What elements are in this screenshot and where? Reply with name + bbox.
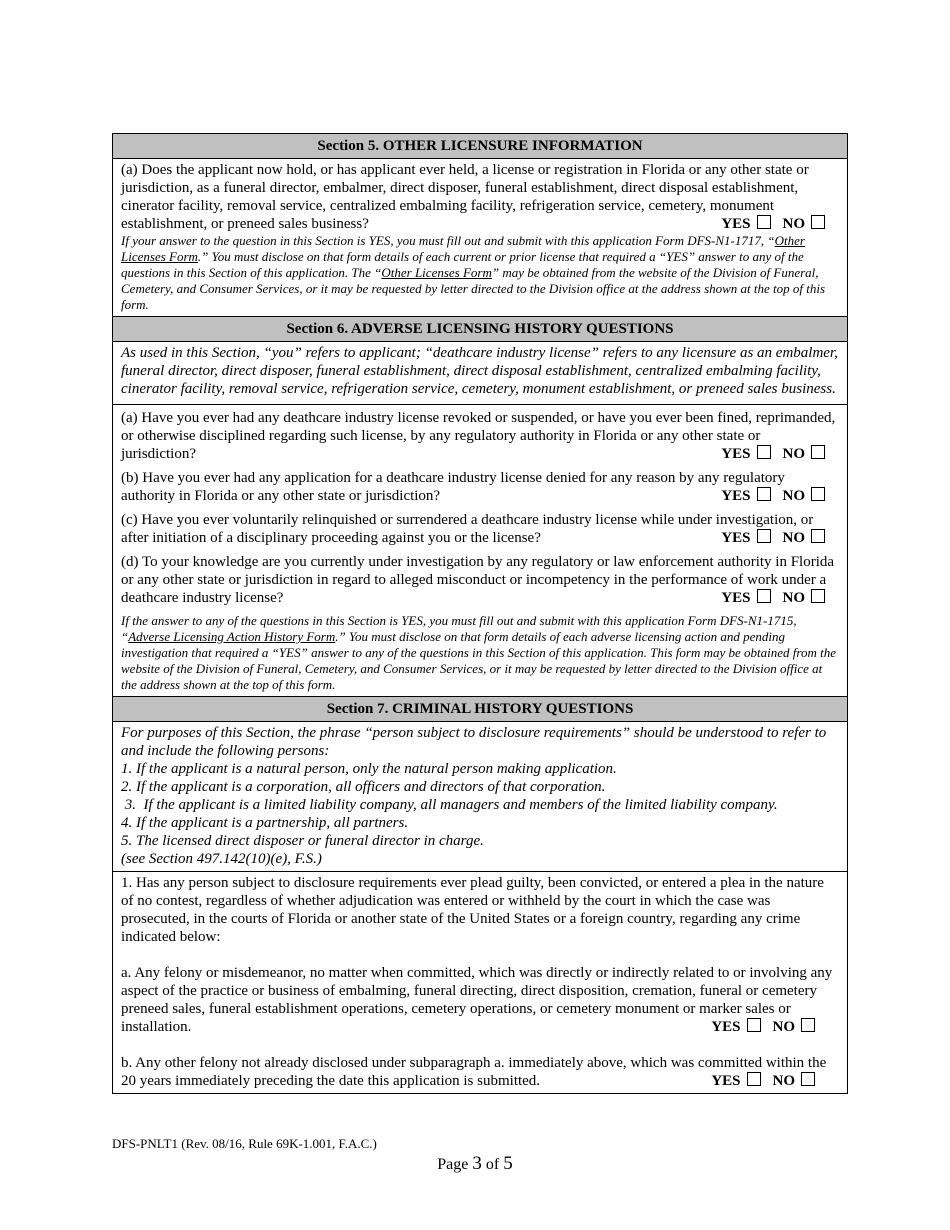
no-checkbox[interactable]: [811, 589, 825, 603]
section-7-1a-yes-no: [711, 1018, 815, 1036]
section-7-header: Section 7. CRIMINAL HISTORY QUESTIONS: [113, 697, 847, 722]
form-identifier: DFS-PNLT1 (Rev. 08/16, Rule 69K-1.001, F.A.C.): [112, 1136, 377, 1151]
yes-label: YES: [711, 1019, 741, 1035]
section-7-question-1: 1. Has any person subject to disclosure requirements ever plead guilty, been convicted, or entered a plea in the nature of no contest, regardless of whether adjudication was entered or withheld by the court in which the case was prosecuted, in the courts of Florida or another state of the United States or a foreign country, regarding any crime indicated below:: [121, 875, 824, 945]
note-text: If the answer to any of the questions in this Section is YES, you must fill out and submit with this application Form DFS-N1-1715, “: [121, 613, 797, 644]
note-text: If your answer to the question in this Section is YES, you must fill out and submit with this application Form DFS-N1-1717, “: [121, 233, 775, 248]
section-5-question-a: [121, 161, 839, 233]
section-6-question-d: [121, 553, 839, 607]
no-label: NO: [782, 216, 805, 232]
note-text: .” You must disclose on that form details of each adverse licensing action and pending investigation that required a “YES” answer to any of the questions in this Section of this application. This form may be obtained from the website of the Division of Funeral, Cemetery, and Consumer Services, or it may be requested by letter directed to the Division office at the address shown at the top of this form.: [121, 629, 836, 692]
section-6-intro: As used in this Section, “you” refers to applicant; “deathcare industry license” refers to any licensure as an embalmer, funeral director, direct disposer, funeral establishment, direct disposal establishment, centralized embalming facility, cinerator facility, removal service, refrigeration service, cemetery, monument establishment, or preneed sales business.: [113, 342, 847, 405]
no-label: NO: [772, 1073, 795, 1089]
section-7-questions: [113, 872, 847, 1093]
other-licenses-form-name: Other Licenses Form: [381, 265, 492, 280]
section-7-question-1b-text: b. Any other felony not already disclosed under subparagraph a. immediately above, which was committed within the 20 years immediately preceding the date this application is submitted.: [121, 1055, 827, 1089]
person-list-item: 5. The licensed direct disposer or funeral director in charge.: [121, 833, 484, 849]
section-7-intro: [113, 722, 847, 872]
total-pages: 5: [503, 1153, 513, 1174]
section-6-question-d-text: (d) To your knowledge are you currently under investigation by any regulatory or law enforcement authority in Florida or any other state or jurisdiction in regard to alleged misconduct or incompetency in the performance of work under a deathcare industry license?: [121, 554, 835, 606]
yes-checkbox[interactable]: [747, 1072, 761, 1086]
page-number: [0, 1153, 950, 1175]
yes-checkbox[interactable]: [757, 445, 771, 459]
no-label: NO: [782, 590, 805, 606]
person-list-item: 4. If the applicant is a partnership, all partners.: [121, 815, 409, 831]
note-text: .” You must disclose on that form details of each current or prior license that required a “YES” answer to any of the questions in this Section of this application. The “: [121, 249, 804, 280]
no-checkbox[interactable]: [811, 529, 825, 543]
section-6-questions: [113, 405, 847, 697]
current-page: 3: [472, 1153, 482, 1174]
no-label: NO: [782, 530, 805, 546]
section-6-question-b-text: (b) Have you ever had any application for a deathcare industry license denied for any reason by any regulatory authority in Florida or any other state or jurisdiction?: [121, 470, 785, 504]
section-5-note: [121, 233, 839, 313]
no-checkbox[interactable]: [811, 215, 825, 229]
section-6-b-yes-no: [721, 487, 825, 505]
statute-reference: (see Section 497.142(10)(e), F.S.): [121, 851, 322, 867]
yes-label: YES: [721, 488, 751, 504]
section-7-question-1a-text: a. Any felony or misdemeanor, no matter when committed, which was directly or indirectly related to or involving any aspect of the practice or business of embalming, funeral directing, direct disposition, cremation, funeral or cemetery preneed sales, funeral establishment operations, cemetery operations, or cemetery monument or marker sales or installation.: [121, 965, 833, 1035]
yes-checkbox[interactable]: [757, 215, 771, 229]
section-6-header: Section 6. ADVERSE LICENSING HISTORY QUESTIONS: [113, 317, 847, 342]
section-6-question-a-text: (a) Have you ever had any deathcare industry license revoked or suspended, or have you ever been fined, reprimanded, or otherwise disciplined regarding such license, by any regulatory authority in Florida or any other state or jurisdiction?: [121, 410, 836, 462]
yes-label: YES: [721, 590, 751, 606]
other-licenses-form-name: Other Licenses Form: [121, 233, 805, 264]
section-6-question-c: [121, 511, 839, 547]
yes-checkbox[interactable]: [747, 1018, 761, 1032]
section-6-c-yes-no: [721, 529, 825, 547]
no-label: NO: [782, 446, 805, 462]
person-list-item: 1. If the applicant is a natural person, only the natural person making application.: [121, 761, 617, 777]
section-6-d-yes-no: [721, 589, 825, 607]
section-6-a-yes-no: [721, 445, 825, 463]
section-6-question-b: [121, 469, 839, 505]
section-5-body: [113, 159, 847, 317]
adverse-licensing-form-name: Adverse Licensing Action History Form: [128, 629, 336, 644]
section-5-question-a-text: (a) Does the applicant now hold, or has applicant ever held, a license or registration in Florida or any other state or jurisdiction, as a funeral director, embalmer, direct disposer, funeral establishment, direct disposal establishment, cinerator facility, removal service, centralized embalming facility, refrigeration service, cemetery, monument establishment, or preneed sales business?: [121, 162, 809, 232]
section-5-a-yes-no: [721, 215, 825, 233]
no-checkbox[interactable]: [811, 487, 825, 501]
yes-checkbox[interactable]: [757, 529, 771, 543]
no-checkbox[interactable]: [801, 1018, 815, 1032]
section-7-1b-yes-no: [711, 1072, 815, 1090]
section-5-header: Section 5. OTHER LICENSURE INFORMATION: [113, 134, 847, 159]
yes-checkbox[interactable]: [757, 487, 771, 501]
person-list-item: 2. If the applicant is a corporation, all officers and directors of that corporation.: [121, 779, 606, 795]
no-label: NO: [782, 488, 805, 504]
no-checkbox[interactable]: [811, 445, 825, 459]
yes-label: YES: [721, 216, 751, 232]
section-7-intro-text: For purposes of this Section, the phrase “person subject to disclosure requirements” should be understood to refer to and include the following persons:: [121, 725, 827, 759]
section-6-question-c-text: (c) Have you ever voluntarily relinquished or surrendered a deathcare industry license while under investigation, or after initiation of a disciplinary proceeding against you or the license?: [121, 512, 814, 546]
yes-label: YES: [721, 446, 751, 462]
section-6-question-a: [121, 409, 839, 463]
page-word: Page: [437, 1156, 473, 1173]
application-form: [112, 133, 848, 1094]
section-6-note: [121, 613, 839, 693]
yes-checkbox[interactable]: [757, 589, 771, 603]
no-checkbox[interactable]: [801, 1072, 815, 1086]
yes-label: YES: [721, 530, 751, 546]
page-of: of: [481, 1156, 504, 1173]
yes-label: YES: [711, 1073, 741, 1089]
section-7-question-1b: [121, 1054, 839, 1090]
person-list-item: 3. If the applicant is a limited liability company, all managers and members of the limited liability company.: [121, 797, 778, 813]
note-text: ” may be obtained from the website of the Division of Funeral, Cemetery, and Consumer Services, or it may be requested by letter directed to the Division office at the address shown at the top of this form.: [121, 265, 826, 312]
section-7-question-1a: [121, 964, 839, 1036]
no-label: NO: [772, 1019, 795, 1035]
